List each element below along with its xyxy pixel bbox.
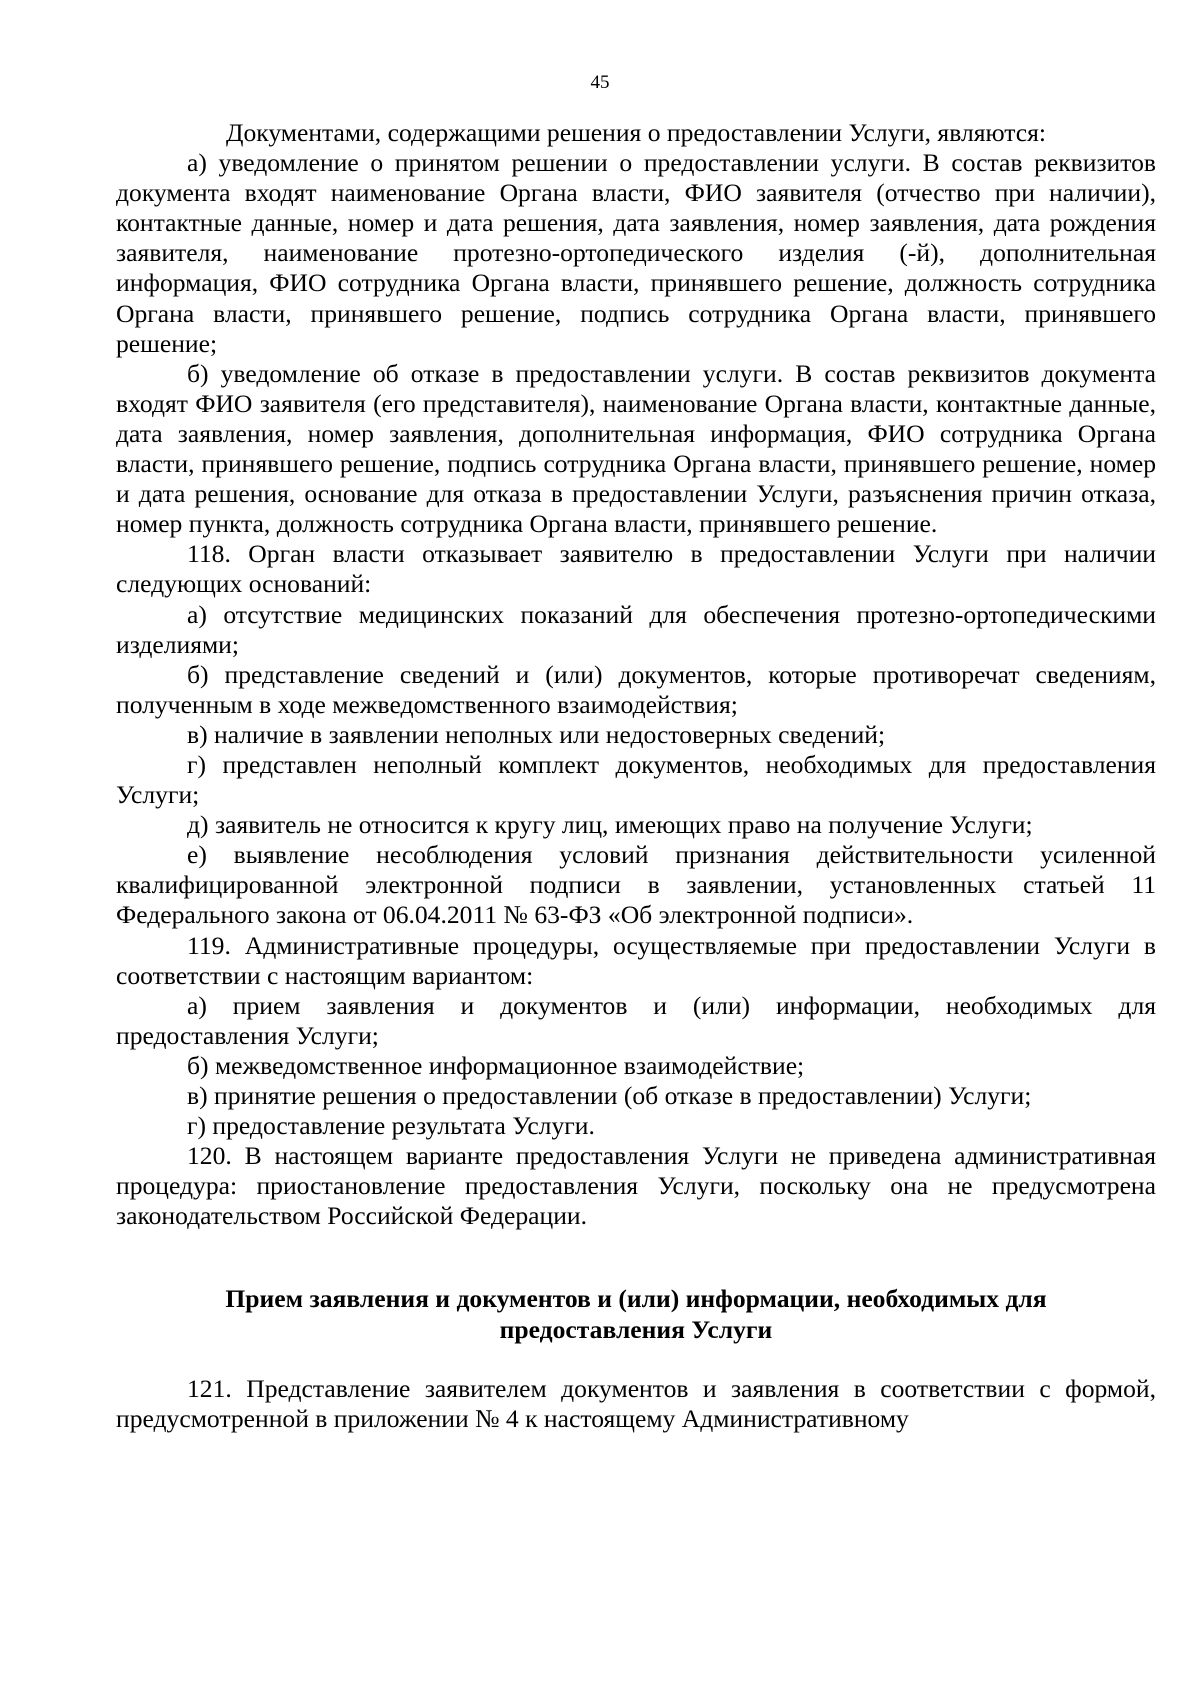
paragraph-120: 120. В настоящем варианте предоставления Услуги не приведена административная процедура: приостановление предоставления Услуги, поскольку она не предусмотрена законодательством Российской Федерации.: [116, 1141, 1156, 1231]
page-number: 45: [590, 72, 610, 93]
paragraph-119-v: в) принятие решения о предоставлении (об отказе в предоставлении) Услуги;: [187, 1081, 1032, 1110]
paragraph-121: 121. Представление заявителем документов и заявления в соответствии с формой, предусмотренной в приложении № 4 к настоящему Административному: [116, 1373, 1156, 1433]
paragraph-item-b-refusal-notice: б) уведомление об отказе в предоставлении услуги. В состав реквизитов документа входят ФИО заявителя (его представителя), наименование Органа власти, контактные данные, дата заявления, номер заявления, дополнительная информация, ФИО сотрудника Органа власти, принявшего решение, подпись сотрудника Органа власти, принявшего решение, номер и дата решения, основание для отказа в предоставлении Услуги, разъяснения причин отказа, номер пункта, должность сотрудника Органа власти, принявшего решение.: [116, 358, 1156, 539]
paragraph-intro: Документами, содержащими решения о предоставлении Услуги, являются:: [226, 118, 1047, 147]
paragraph-118: 118. Орган власти отказывает заявителю в предоставлении Услуги при наличии следующих оснований:: [116, 539, 1156, 599]
paragraph-119-g: г) предоставление результата Услуги.: [187, 1111, 595, 1141]
paragraph-119-a: а) прием заявления и документов и (или) информации, необходимых для предоставления Услуги;: [116, 990, 1156, 1050]
paragraph-118-v: в) наличие в заявлении неполных или недостоверных сведений;: [187, 719, 886, 749]
section-heading: Прием заявления и документов и (или) информации, необходимых для предоставления Услуги: [225, 1284, 1047, 1344]
paragraph-118-e: е) выявление несоблюдения условий признания действительности усиленной квалифицированной электронной подписи в заявлении, установленных статьей 11 Федерального закона от 06.04.2011 № 63-ФЗ «Об электронной подписи».: [116, 840, 1156, 930]
paragraph-118-b: б) представление сведений и (или) документов, которые противоречат сведениям, полученным в ходе межведомственного взаимодействия;: [116, 659, 1156, 719]
paragraph-119-b: б) межведомственное информационное взаимодействие;: [187, 1050, 805, 1080]
document-body: [116, 118, 1156, 1434]
paragraph-118-d: д) заявитель не относится к кругу лиц, имеющих право на получение Услуги;: [187, 810, 1033, 840]
paragraph-118-g: г) представлен неполный комплект документов, необходимых для предоставления Услуги;: [116, 749, 1156, 810]
paragraph-item-a-approval-notice: а) уведомление о принятом решении о предоставлении услуги. В состав реквизитов документа входят наименование Органа власти, ФИО заявителя (отчество при наличии), контактные данные, номер и дата решения, дата заявления, номер заявления, дата рождения заявителя, наименование протезно-ортопедического изделия (-й), дополнительная информация, ФИО сотрудника Органа власти, принявшего решение, должность сотрудника Органа власти, принявшего решение, подпись сотрудника Органа власти, принявшего решение;: [116, 148, 1156, 358]
paragraph-119: 119. Административные процедуры, осуществляемые при предоставлении Услуги в соответствии с настоящим вариантом:: [116, 930, 1156, 990]
paragraph-118-a: а) отсутствие медицинских показаний для обеспечения протезно-ортопедическими изделиями;: [116, 599, 1156, 659]
